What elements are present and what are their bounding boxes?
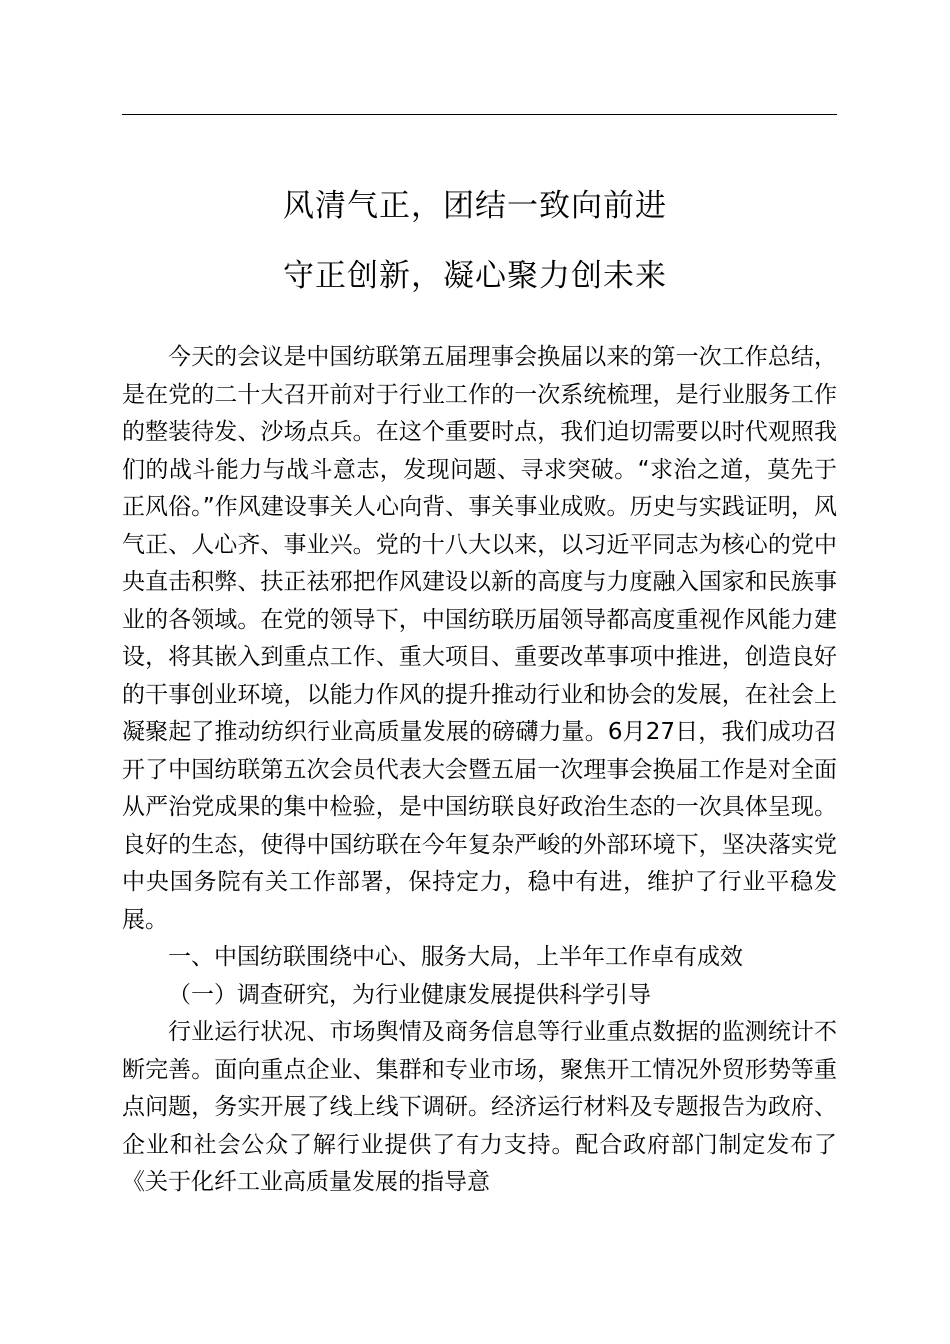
title-line-2: 守正创新，凝心聚力创未来 — [283, 258, 667, 294]
document-body — [122, 339, 837, 1202]
header-rule — [122, 114, 837, 115]
paragraph-intro: 今天的会议是中国纺联第五届理事会换届以来的第一次工作总结，是在党的二十大召开前对于行业工作的一次系统梳理，是行业服务工作的整装待发、沙场点兵。在这个重要时点，我们迫切需要以时代观照我们的战斗能力与战斗意志，发现问题、寻求突破。“求治之道，莫先于正风俗。”作风建设事关人心向背、事关事业成败。历史与实践证明，风气正、人心齐、事业兴。党的十八大以来，以习近平同志为核心的党中央直击积弊、扶正祛邪把作风建设以新的高度与力度融入国家和民族事业的各领域。在党的领导下，中国纺联历届领导都高度重视作风能力建设，将其嵌入到重点工作、重大项目、重要改革事项中推进，创造良好的干事创业环境，以能力作风的提升推动行业和协会的发展，在社会上凝聚起了推动纺织行业高质量发展的磅礴力量。6月27日，我们成功召开了中国纺联第五次会员代表大会暨五届一次理事会换届工作是对全面从严治党成果的集中检验，是中国纺联良好政治生态的一次具体呈现。良好的生态，使得中国纺联在今年复杂严峻的外部环境下，坚决落实党中央国务院有关工作部署，保持定力，稳中有进，维护了行业平稳发展。 — [122, 344, 837, 933]
section-heading-1: 一、中国纺联围绕中心、服务大局，上半年工作卓有成效 — [168, 944, 743, 970]
paragraph-research: 行业运行状况、市场舆情及商务信息等行业重点数据的监测统计不断完善。面向重点企业、集群和专业市场，聚焦开工情况外贸形势等重点问题，务实开展了线上线下调研。经济运行材料及专题报告为政府、企业和社会公众了解行业提供了有力支持。配合政府部门制定发布了《关于化纤工业高质量发展的指导意 — [122, 1019, 837, 1195]
subsection-heading-1: （一）调查研究，为行业健康发展提供科学引导 — [168, 981, 651, 1008]
title-line-1: 风清气正，团结一致向前进 — [283, 188, 667, 224]
